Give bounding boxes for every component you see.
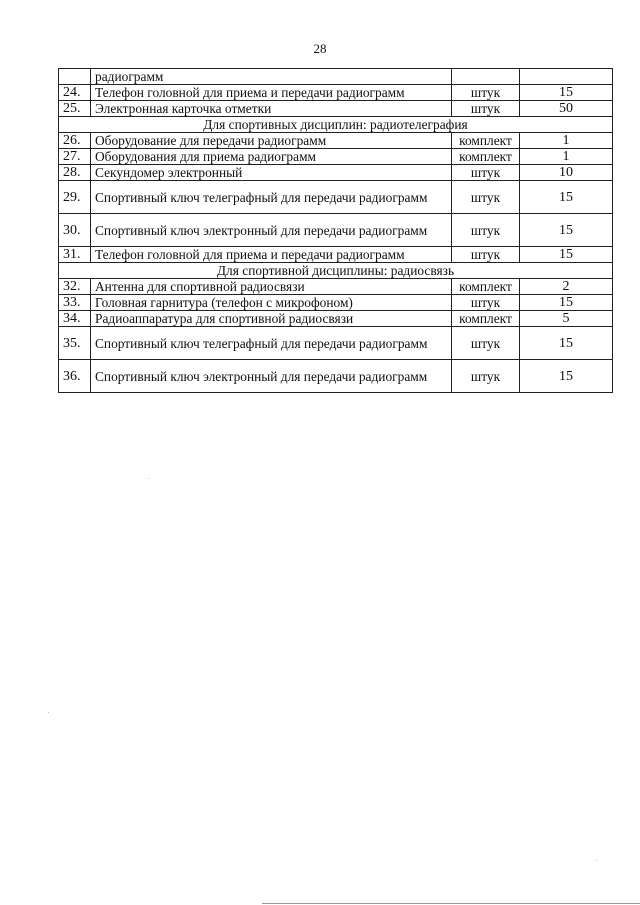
scan-edge-line <box>262 903 640 904</box>
table-row <box>59 69 613 85</box>
item-number: 25. <box>59 101 91 117</box>
section-header-row <box>59 117 613 133</box>
item-name: Спортивный ключ телеграфный для передачи радиограмм <box>91 327 452 360</box>
equipment-table-body <box>59 69 613 393</box>
item-unit: штук <box>452 101 520 117</box>
item-name: Спортивный ключ телеграфный для передачи радиограмм <box>91 181 452 214</box>
item-number: 34. <box>59 311 91 327</box>
item-name: Радиоаппаратура для спортивной радиосвязи <box>91 311 452 327</box>
item-name: Спортивный ключ электронный для передачи радиограмм <box>91 360 452 393</box>
item-quantity: 15 <box>520 181 613 214</box>
table-row <box>59 149 613 165</box>
scan-speck <box>596 860 597 861</box>
table-row <box>59 133 613 149</box>
table-row <box>59 279 613 295</box>
item-unit: штук <box>452 165 520 181</box>
item-name: Электронная карточка отметки <box>91 101 452 117</box>
equipment-table <box>58 68 613 393</box>
item-quantity: 15 <box>520 85 613 101</box>
item-quantity: 15 <box>520 247 613 263</box>
item-name: Оборудование для передачи радиограмм <box>91 133 452 149</box>
item-unit: штук <box>452 327 520 360</box>
item-name: Телефон головной для приема и передачи радиограмм <box>91 247 452 263</box>
section-title: Для спортивных дисциплин: радиотелеграфия <box>59 117 613 133</box>
item-unit: штук <box>452 85 520 101</box>
table-row <box>59 181 613 214</box>
table-row <box>59 247 613 263</box>
item-number: 31. <box>59 247 91 263</box>
item-number: 27. <box>59 149 91 165</box>
section-title: Для спортивной дисциплины: радиосвязь <box>59 263 613 279</box>
section-header-row <box>59 263 613 279</box>
page-number: 28 <box>313 41 327 56</box>
item-name: Головная гарнитура (телефон с микрофоном) <box>91 295 452 311</box>
item-unit: штук <box>452 247 520 263</box>
item-quantity: 1 <box>520 133 613 149</box>
item-quantity: 10 <box>520 165 613 181</box>
item-number: 28. <box>59 165 91 181</box>
table-row <box>59 360 613 393</box>
item-name: Телефон головной для приема и передачи радиограмм <box>91 85 452 101</box>
table-row <box>59 101 613 117</box>
item-quantity: 15 <box>520 327 613 360</box>
item-unit: комплект <box>452 149 520 165</box>
item-quantity: 5 <box>520 311 613 327</box>
item-quantity: 15 <box>520 360 613 393</box>
item-number: 32. <box>59 279 91 295</box>
item-number: 26. <box>59 133 91 149</box>
item-quantity: 15 <box>520 295 613 311</box>
item-unit: штук <box>452 214 520 247</box>
item-number: 36. <box>59 360 91 393</box>
item-name: Спортивный ключ электронный для передачи радиограмм <box>91 214 452 247</box>
table-row <box>59 214 613 247</box>
item-number: 30. <box>59 214 91 247</box>
item-number: 29. <box>59 181 91 214</box>
scan-speck <box>48 712 49 713</box>
item-number: 33. <box>59 295 91 311</box>
item-unit: комплект <box>452 279 520 295</box>
item-unit: штук <box>452 295 520 311</box>
item-name: радиограмм <box>91 69 452 85</box>
item-name: Антенна для спортивной радиосвязи <box>91 279 452 295</box>
item-number: 35. <box>59 327 91 360</box>
item-quantity: 2 <box>520 279 613 295</box>
item-quantity <box>520 69 613 85</box>
table-row <box>59 165 613 181</box>
table-row <box>59 85 613 101</box>
table-row <box>59 327 613 360</box>
table-row <box>59 295 613 311</box>
item-number: 24. <box>59 85 91 101</box>
item-name: Оборудования для приема радиограмм <box>91 149 452 165</box>
item-unit <box>452 69 520 85</box>
item-quantity: 15 <box>520 214 613 247</box>
table-row <box>59 311 613 327</box>
item-unit: комплект <box>452 133 520 149</box>
item-unit: комплект <box>452 311 520 327</box>
item-unit: штук <box>452 360 520 393</box>
item-name: Секундомер электронный <box>91 165 452 181</box>
item-number <box>59 69 91 85</box>
item-quantity: 1 <box>520 149 613 165</box>
item-unit: штук <box>452 181 520 214</box>
scan-speck <box>148 478 149 479</box>
item-quantity: 50 <box>520 101 613 117</box>
